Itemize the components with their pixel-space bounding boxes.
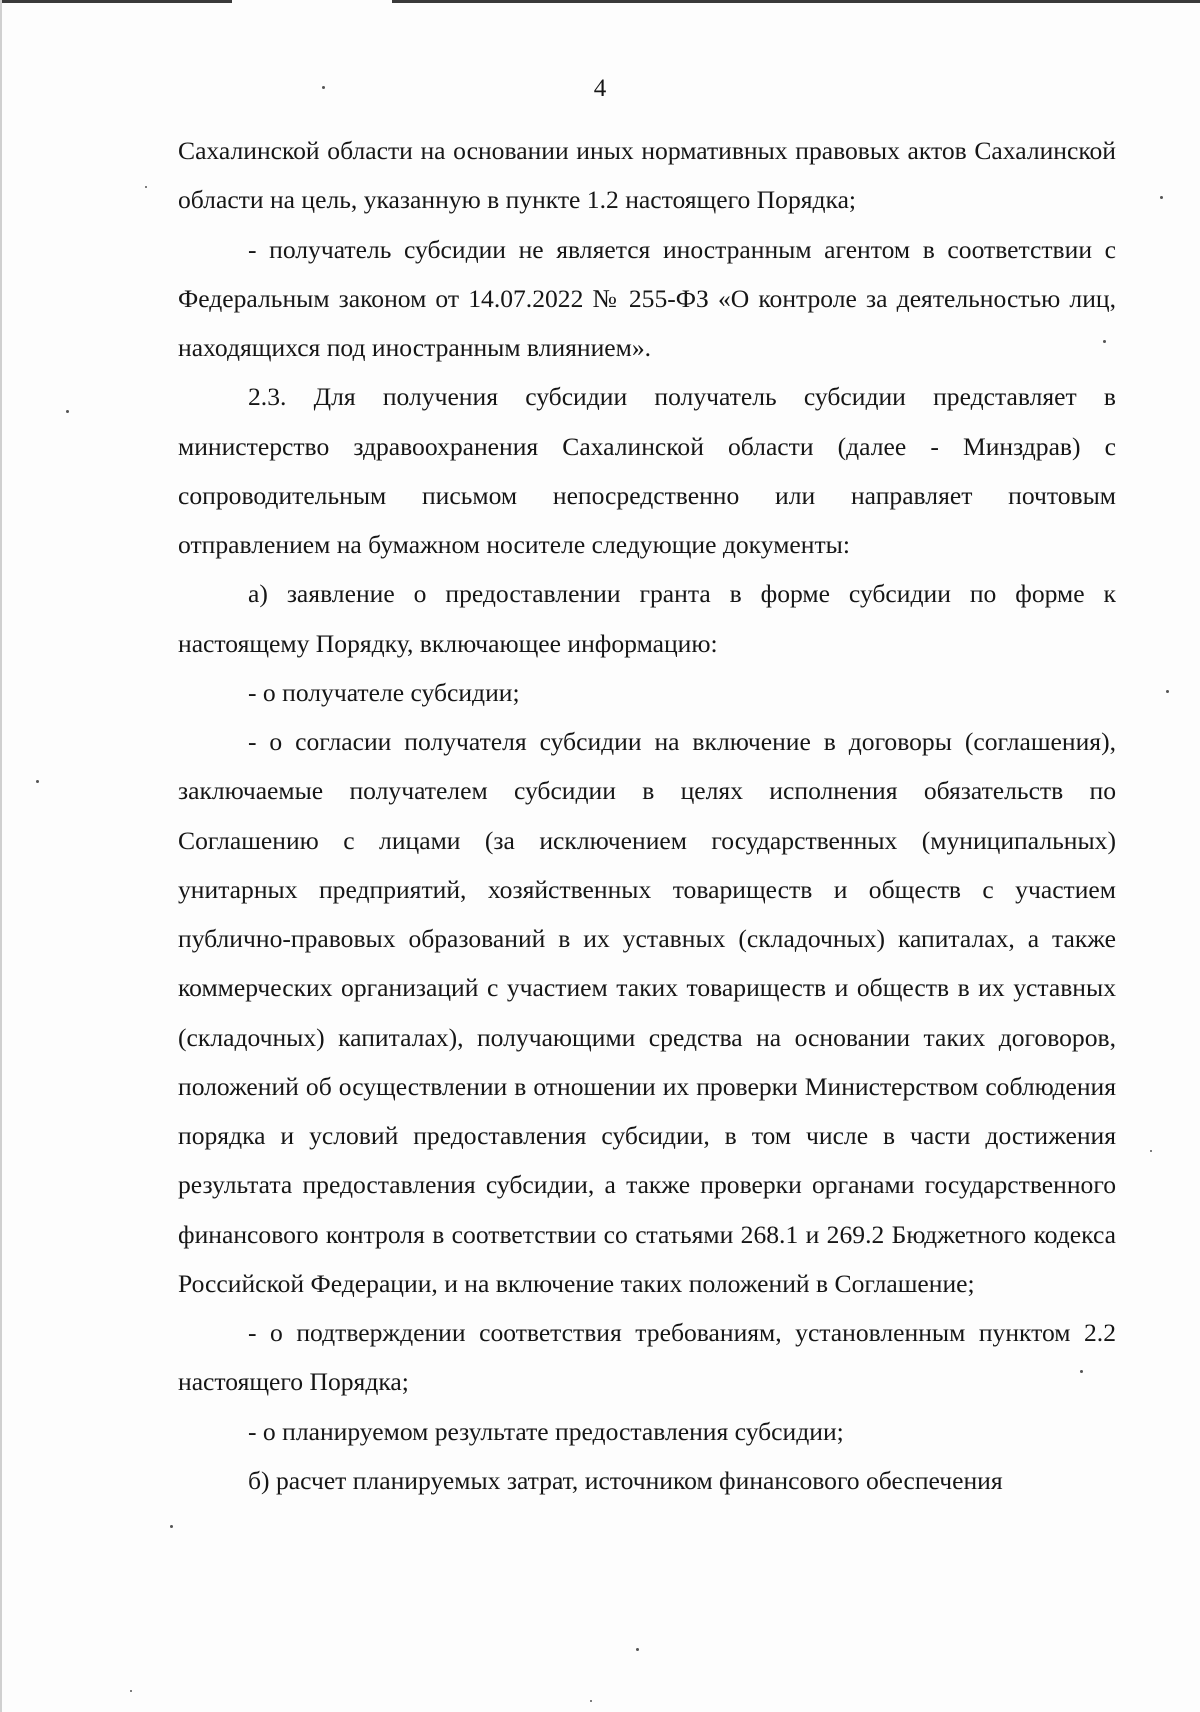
document-body — [178, 126, 1116, 1505]
paragraph-item-b: б) расчет планируемых затрат, источником финансового обеспечения — [248, 1465, 1003, 1495]
scan-left-edge — [0, 0, 2, 1712]
paragraph-consent: - о согласии получателя субсидии на включение в договоры (соглашения), заключаемые получателем субсидии в целях исполнения обязательств по Соглашению с лицами (за исключением государственных (муниципальных) унитарных предприятий, хозяйственных товариществ и обществ с участием публично-правовых образований в их уставных (складочных) капиталах, а также коммерческих организаций с участием таких товариществ и обществ в их уставных (складочных) капиталах), получающими средства на основании таких договоров, положений об осуществлении в отношении их проверки Министерством соблюдения порядка и условий предоставления субсидии, в том числе в части достижения результата предоставления субсидии, а также проверки органами государственного финансового контроля в соответствии со статьями 268.1 и 269.2 Бюджетного кодекса Российской Федерации, и на включение таких положений в Соглашение; — [178, 727, 1116, 1298]
paragraph-compliance: - о подтверждении соответствия требованиям, установленным пунктом 2.2 настоящего Порядка; — [178, 1318, 1116, 1397]
scan-speck — [145, 186, 147, 188]
scan-top-edge-gap — [232, 0, 392, 3]
paragraph-item-a: а) заявление о предоставлении гранта в форме субсидии по форме к настоящему Порядку, включающее информацию: — [178, 579, 1116, 658]
scan-speck — [1160, 196, 1163, 199]
scan-speck — [1103, 340, 1106, 343]
scan-speck — [66, 410, 69, 413]
scan-speck — [1150, 1150, 1152, 1152]
scan-speck — [590, 1700, 592, 1702]
paragraph-recipient-info: - о получателе субсидии; — [248, 677, 520, 707]
scan-speck — [170, 1525, 173, 1528]
scan-speck — [130, 1690, 132, 1692]
scan-speck — [36, 780, 39, 783]
paragraph-2-3: 2.3. Для получения субсидии получатель субсидии представляет в министерство здравоохранения Сахалинской области (далее - Минздрав) с сопроводительным письмом непосредственно или направляет почтовым отправлением на бумажном носителе следующие документы: — [178, 382, 1116, 559]
page-number: 4 — [593, 75, 607, 102]
paragraph-foreign-agent: - получатель субсидии не является иностранным агентом в соответствии с Федеральным законом от 14.07.2022 № 255-ФЗ «О контроле за деятельностью лиц, находящихся под иностранным влиянием». — [178, 234, 1116, 362]
scan-speck — [1080, 1370, 1083, 1373]
scan-speck — [322, 86, 325, 89]
scan-top-edge — [0, 0, 1200, 3]
scan-speck — [1166, 690, 1169, 693]
scan-speck — [636, 1648, 639, 1651]
paragraph-continuation: Сахалинской области на основании иных нормативных правовых актов Сахалинской области на цель, указанную в пункте 1.2 настоящего Порядка; — [178, 136, 1116, 215]
paragraph-planned-result: - о планируемом результате предоставления субсидии; — [248, 1416, 844, 1446]
